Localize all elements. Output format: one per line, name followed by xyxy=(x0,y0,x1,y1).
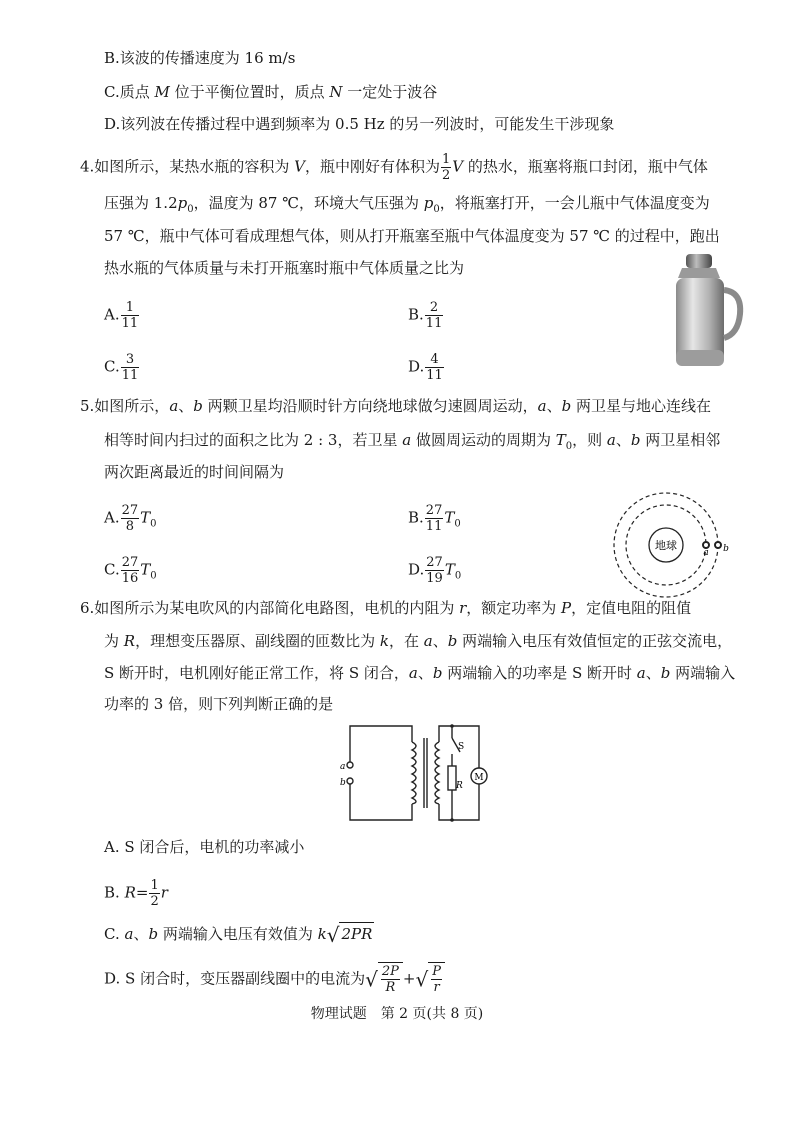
thermos-flask-image xyxy=(664,250,748,370)
earth-label: 地球 xyxy=(655,539,677,552)
switch-label: S xyxy=(458,742,465,752)
q6-stem-line4: 功率的 3 倍，则下列判断正确的是 xyxy=(104,695,334,713)
q6-option-b: B. R= $\frac{1}{2}$ r xyxy=(104,878,168,909)
q4-option-a: A. $\frac{1}{11}$ xyxy=(104,300,139,331)
primary-wire-bottom xyxy=(350,784,412,820)
q5-option-b: B. $\frac{27}{11}$ $T_0$ xyxy=(408,503,461,534)
q6-stem-line2: 为 R，理想变压器原、副线圈的匝数比为 k，在 a、b 两端输入电压有效值恒定的正弦交流电， xyxy=(104,632,733,650)
q4-option-d: D. $\frac{4}{11}$ xyxy=(408,352,443,383)
orbit-diagram xyxy=(610,488,734,602)
q6-stem-line3: S 断开时，电机刚好能正常工作，将 S 闭合，a、b 两端输入的功率是 S 断开时 a、b 两端输入 xyxy=(104,664,736,682)
q5-option-c: C. $\frac{27}{16}$ $T_0$ xyxy=(104,555,157,586)
circuit-diagram xyxy=(334,718,494,828)
q5-stem-line2: 相等时间内扫过的面积之比为 2 : 3，若卫星 a 做圆周运动的周期为 $T_0$，则 a、b 两卫星相邻 xyxy=(104,431,721,452)
q4-stem-line1: 4.如图所示，某热水瓶的容积为 V，瓶中刚好有体积为 $\frac{1}{2}$ V 的热水，瓶塞将瓶口封闭，瓶中气体 xyxy=(80,152,708,183)
q4-option-b: B. $\frac{2}{11}$ xyxy=(408,300,443,331)
q5-stem-line1: 5.如图所示，a、b 两颗卫星均沿顺时针方向绕地球做匀速圆周运动，a、b 两卫星与地心连线在 xyxy=(80,397,712,415)
primary-wire-top xyxy=(350,726,412,762)
q6-option-d: D. S 闭合时，变压器副线圈中的电流为√ $\frac{2P}{R}$ +√ $\frac{P}{r}$ xyxy=(104,962,445,995)
q5-option-d: D. $\frac{27}{19}$ $T_0$ xyxy=(408,555,462,586)
motor-label: M xyxy=(474,773,484,783)
q4-stem-line3: 57 ℃，瓶中气体可看成理想气体，则从打开瓶塞至瓶中气体温度变为 57 ℃ 的过程中，跑出 xyxy=(104,227,720,245)
resistor-label: R xyxy=(456,781,463,791)
q5-option-a: A. $\frac{27}{8}$ $T_0$ xyxy=(104,503,157,534)
q3-option-d: D.该列波在传播过程中遇到频率为 0.5 Hz 的另一列波时，可能发生干涉现象 xyxy=(104,115,615,133)
terminal-b xyxy=(347,778,353,784)
q3-option-c: C.质点 M 位于平衡位置时，质点 N 一定处于波谷 xyxy=(104,83,438,101)
q6-option-c: C. a、b 两端输入电压有效值为 k√ 2PR xyxy=(104,923,373,947)
q4-half-fraction: $\frac{1}{2}$ xyxy=(441,152,451,183)
junction-bottom xyxy=(450,818,454,822)
q4-stem-line2: 压强为 $1.2p_0$，温度为 87 ℃，环境大气压强为 $p_0$，将瓶塞打开，一会儿瓶中气体温度变为 xyxy=(104,194,710,215)
q6-option-a: A. S 闭合后，电机的功率减小 xyxy=(104,838,305,856)
satellite-b xyxy=(715,542,721,548)
page-footer: 物理试题 第 2 页(共 8 页) xyxy=(310,1006,484,1022)
q4-stem-line4: 热水瓶的气体质量与未打开瓶塞时瓶中气体质量之比为 xyxy=(104,259,465,277)
q3-option-b: B.该波的传播速度为 16 m/s xyxy=(104,49,296,67)
primary-coil xyxy=(412,742,416,804)
satellite-b-label: b xyxy=(723,544,729,554)
junction-top xyxy=(450,724,454,728)
resistor xyxy=(448,766,456,790)
terminal-a xyxy=(347,762,353,768)
q5-stem-line3: 两次距离最近的时间间隔为 xyxy=(104,463,285,481)
terminal-a-label: a xyxy=(340,762,346,772)
secondary-coil xyxy=(435,742,439,804)
terminal-b-label: b xyxy=(340,778,346,788)
q6-stem-line1: 6.如图所示为某电吹风的内部简化电路图，电机的内阻为 r，额定功率为 P，定值电阻的阻值 xyxy=(80,599,692,617)
q4-option-c: C. $\frac{3}{11}$ xyxy=(104,352,139,383)
satellite-a-label: a xyxy=(703,548,709,558)
